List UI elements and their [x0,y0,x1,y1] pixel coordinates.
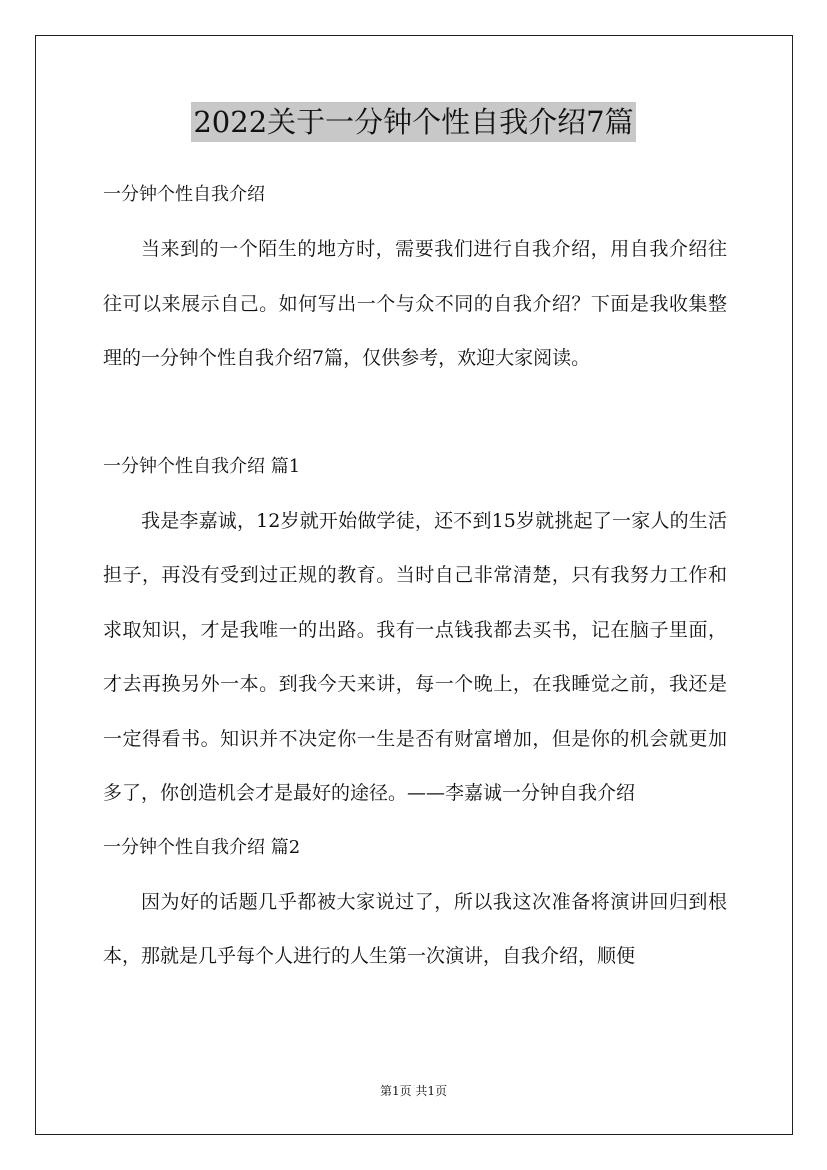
page-footer [0,1082,827,1100]
document-title: 2022关于一分钟个性自我介绍7篇 [191,102,635,142]
section-gap [103,386,727,440]
intro-paragraph: 当来到的一个陌生的地方时，需要我们进行自我介绍，用自我介绍往往可以来展示自己。如何写出一个与众不同的自我介绍？下面是我收集整理的一分钟个性自我介绍7篇，仅供参考，欢迎大家阅读。 [103,238,727,369]
document-body [103,168,727,984]
title-area [0,102,827,142]
section-1-paragraph: 我是李嘉诚，12岁就开始做学徒，还不到15岁就挑起了一家人的生活担子，再没有受到过正规的教育。当时自己非常清楚，只有我努力工作和求取知识，才是我唯一的出路。我有一点钱我都去买书，记在脑子里面，才去再换另外一本。到我今天来讲，每一个晚上，在我睡觉之前，我还是一定得看书。知识并不决定你一生是否有财富增加，但是你的机会就更加多了，你创造机会才是最好的途径。——李嘉诚一分钟自我介绍 [103,509,727,804]
page-total: 共1页 [415,1084,448,1098]
section-1-heading: 一分钟个性自我介绍 篇1 [103,455,301,477]
page-number: 第1页 [379,1084,412,1098]
section-2-paragraph: 因为好的话题几乎都被大家说过了，所以我这次准备将演讲回归到根本，那就是几乎每个人进行的人生第一次演讲，自我介绍，顺便 [103,890,727,967]
section-2-heading: 一分钟个性自我介绍 篇2 [103,836,301,858]
intro-heading: 一分钟个性自我介绍 [103,184,265,205]
